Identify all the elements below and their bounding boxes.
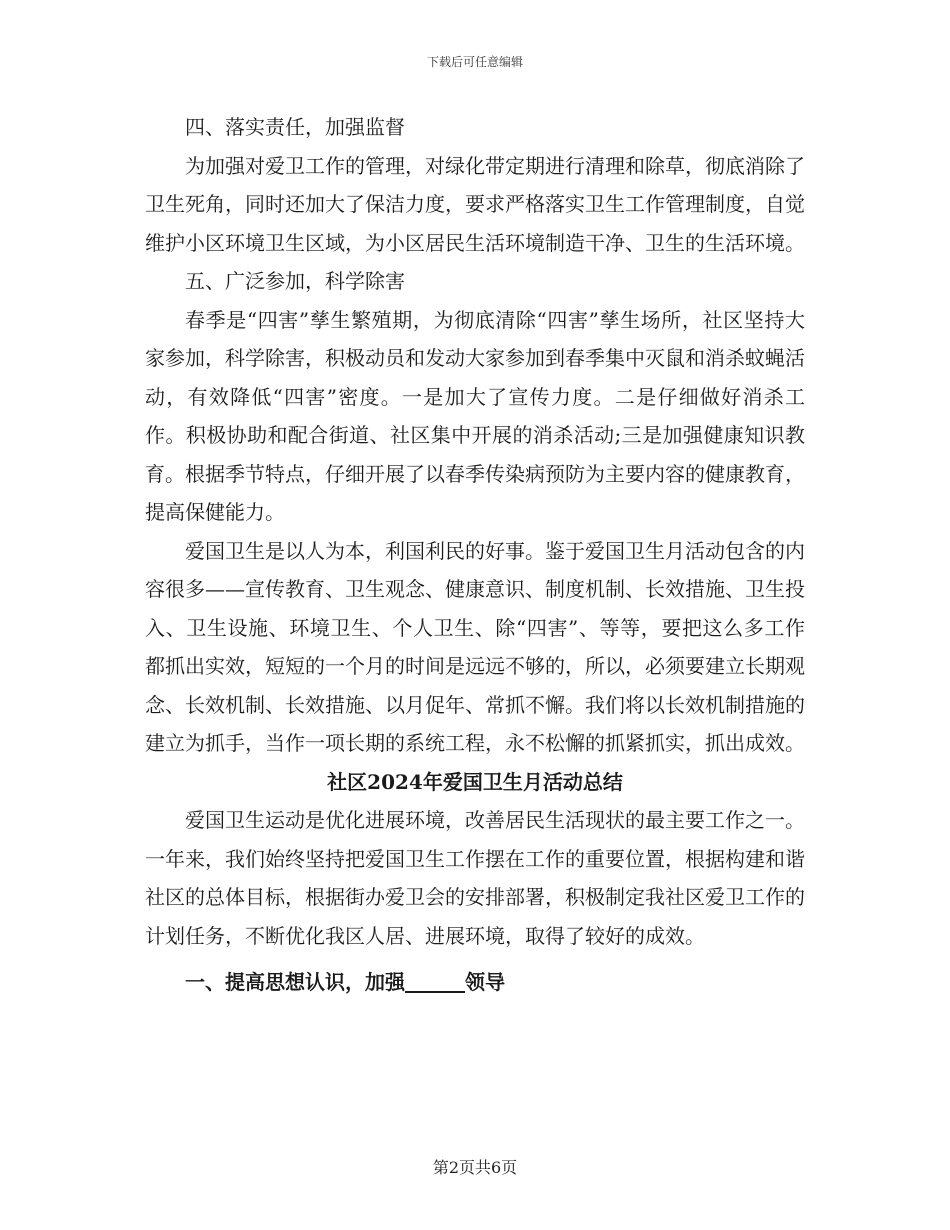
page-number: 第2页共6页	[432, 1158, 518, 1177]
fill-in-blank	[405, 969, 465, 993]
document-title: 社区2024年爱国卫生月活动总结	[327, 769, 623, 794]
paragraph-summary-intro: 爱国卫生运动是优化进展环境，改善居民生活现状的最主要工作之一。一年来，我们始终坚持把爱国卫生工作摆在工作的重要位置，根据构建和谐社区的总体目标，根据街办爱卫会的安排部署，积极制定我社区爱卫工作的计划任务，不断优化我区人居、进展环境，取得了较好的成效。	[145, 808, 805, 948]
paragraph-responsibility: 为加强对爱卫工作的管理，对绿化带定期进行清理和除草，彻底消除了卫生死角，同时还加大了保洁力度，要求严格落实卫生工作管理制度，自觉维护小区环境卫生区域，为小区居民生活环境制造干净、卫生的生活环境。	[145, 153, 805, 255]
section-heading-1	[145, 963, 805, 1002]
heading-text-end: 领导	[465, 970, 505, 994]
section-heading-5: 五、广泛参加，科学除害	[185, 269, 405, 293]
document-body	[145, 108, 805, 1002]
paragraph-patriotic-health: 爱国卫生是以人为本，利国利民的好事。鉴于爱国卫生月活动包含的内容很多——宣传教育、卫生观念、健康意识、制度机制、长效措施、卫生投入、卫生设施、环境卫生、个人卫生、除“四害”、等等，要把这么多工作都抓出实效，短短的一个月的时间是远远不够的，所以，必须要建立长期观念、长效机制、长效措施、以月促年、常抓不懈。我们将以长效机制措施的建立为抓手，当作一项长期的系统工程，永不松懈的抓紧抓实，抓出成效。	[145, 538, 805, 755]
header-note: 下载后可任意编辑	[426, 55, 523, 69]
paragraph-pest-control: 春季是“四害”孳生繁殖期，为彻底清除“四害”孳生场所，社区坚持大家参加，科学除害，积极动员和发动大家参加到春季集中灭鼠和消杀蚊蝇活动，有效降低“四害”密度。一是加大了宣传力度。二是仔细做好消杀工作。积极协助和配合街道、社区集中开展的消杀活动;三是加强健康知识教育。根据季节特点，仔细开展了以春季传染病预防为主要内容的健康教育，提高保健能力。	[145, 307, 805, 524]
section-heading-4: 四、落实责任，加强监督	[185, 115, 405, 139]
heading-text-start: 一、提高思想认识，加强	[185, 970, 405, 994]
